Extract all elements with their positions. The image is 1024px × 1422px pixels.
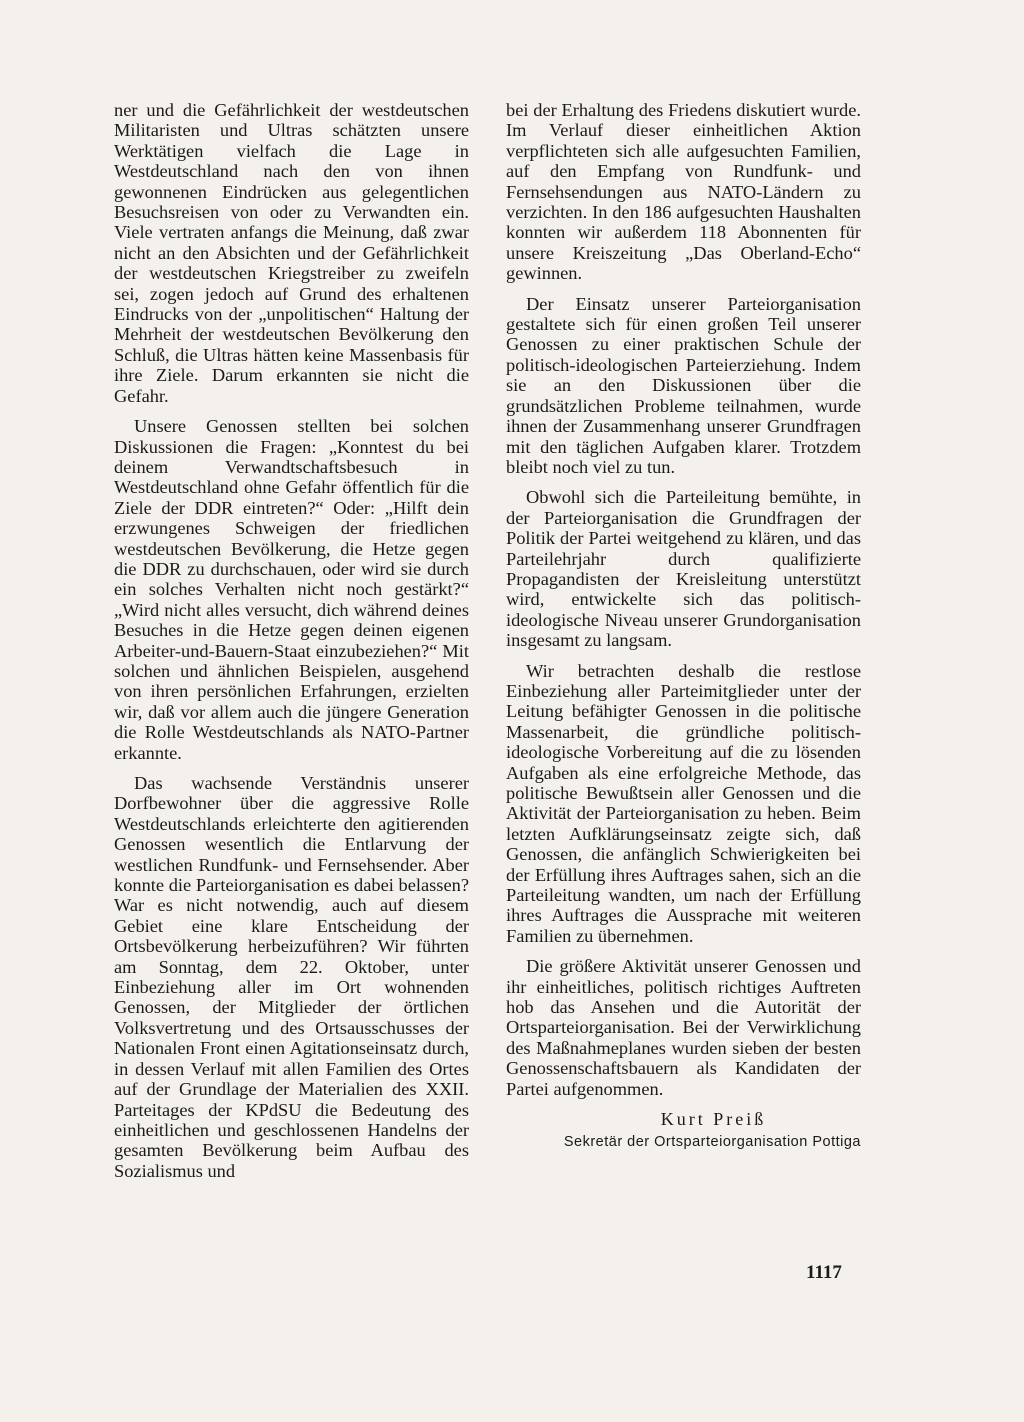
paragraph: Unsere Genossen stellten bei solchen Diskussionen die Fragen: „Konntest du bei deinem Verwandtschaftsbesuch in Westdeutschland ohne Gefahr öffentlich für die Ziele der DDR eintreten?“ Oder: „Hilft dein erzwungenes Schweigen der friedlichen westdeutschen Bevölkerung, die Hetze gegen die DDR zu durchschauen, oder wird sie durch ein solches Verhalten nicht noch gestärkt?“ „Wird nicht alles versucht, dich während deines Besuches in die Hetze gegen deinen eigenen Arbeiter-und-Bauern-Staat einzubeziehen?“ Mit solchen und ähnlichen Beispielen, ausgehend von ihren persönlichen Erfahrungen, erzielten wir, daß vor allem auch die jüngere Generation die Rolle Westdeutschlands als NATO-Partner erkannte.: [114, 416, 469, 763]
left-column: [114, 100, 469, 1191]
paragraph: Das wachsende Verständnis unserer Dorfbewohner über die aggressive Rolle Westdeutschlands erleichterte den agitierenden Genossen wesentlich die Entlarvung der westlichen Rundfunk- und Fernsehsender. Aber konnte die Parteiorganisation es dabei belassen? War es nicht notwendig, auch auf diesem Gebiet eine klare Entscheidung der Ortsbevölkerung herbeizuführen? Wir führten am Sonntag, dem 22. Oktober, unter Einbeziehung aller im Ort wohnenden Genossen, der Mitglieder der örtlichen Volksvertretung und des Ortsausschusses der Nationalen Front einen Agitationseinsatz durch, in dessen Verlauf mit allen Familien des Ortes auf der Grundlage der Materialien des XXII. Parteitages der KPdSU die Bedeutung des einheitlichen und geschlossenen Handelns der gesamten Bevölkerung beim Aufbau des Sozialismus und: [114, 773, 469, 1181]
paragraph: ner und die Gefährlichkeit der westdeutschen Militaristen und Ultras schätzten unsere Werktätigen vielfach die Lage in Westdeutschland nach den von ihnen gewonnenen Eindrücken aus gelegentlichen Besuchsreisen von oder zu Verwandten ein. Viele vertraten anfangs die Meinung, daß zwar nicht an den Absichten und der Gefährlichkeit der westdeutschen Kriegstreiber zu zweifeln sei, zogen jedoch auf Grund des erhaltenen Eindrucks von der „unpolitischen“ Haltung der Mehrheit der westdeutschen Bevölkerung den Schluß, die Ultras hätten keine Massenbasis für ihre Ziele. Darum erkannten sie nicht die Gefahr.: [114, 100, 469, 406]
paragraph: bei der Erhaltung des Friedens diskutiert wurde. Im Verlauf dieser einheitlichen Aktion verpflichteten sich alle aufgesuchten Familien, auf den Empfang von Rundfunk- und Fernsehsendungen aus NATO-Ländern zu verzichten. In den 186 aufgesuchten Haushalten konnten wir außerdem 118 Abonnenten für unsere Kreiszeitung „Das Oberland-Echo“ gewinnen.: [506, 100, 861, 284]
paragraph: Die größere Aktivität unserer Genossen und ihr einheitliches, politisch richtiges Auftreten hob das Ansehen und die Autorität der Ortsparteiorganisation. Bei der Verwirklichung des Maßnahmeplanes wurden sieben der besten Genossenschaftsbauern als Kandidaten der Partei aufgenommen.: [506, 956, 861, 1099]
right-column: [506, 100, 861, 1152]
author-name: Kurt Preiß: [660, 1109, 767, 1130]
paragraph: Der Einsatz unserer Parteiorganisation gestaltete sich für einen großen Teil unserer Genossen zu einer praktischen Schule der politisch-ideologischen Parteierziehung. Indem sie an den Diskussionen über die grundsätzlichen Probleme teilnahmen, wurde ihnen der Zusammenhang unserer Grundfragen mit den täglichen Aufgaben klarer. Trotzdem bleibt noch viel zu tun.: [506, 293, 861, 477]
paragraph: Wir betrachten deshalb die restlose Einbeziehung aller Parteimitglieder unter der Leitung befähigter Genossen in die politische Massenarbeit, die gründliche politisch-ideologische Vorbereitung auf die zu lösenden Aufgaben als eine erfolgreiche Methode, das politische Bewußtsein aller Genossen und die Aktivität der Parteiorganisation zu heben. Beim letzten Aufklärungseinsatz zeigte sich, daß Genossen, die anfänglich Schwierigkeiten bei der Erfüllung ihres Auftrages sahen, sich an die Parteileitung wandten, um nach der Erfüllung ihres Auftrages die Aussprache mit weiteren Familien zu übernehmen.: [506, 660, 861, 946]
signature-block: [506, 1109, 861, 1152]
paragraph: Obwohl sich die Parteileitung bemühte, in der Parteiorganisation die Grundfragen der Politik der Partei weitgehend zu klären, und das Parteilehrjahr durch qualifizierte Propagandisten der Kreisleitung unterstützt wird, entwickelte sich das politisch-ideologische Niveau unserer Grundorganisation insgesamt zu langsam.: [506, 487, 861, 651]
author-role: Sekretär der Ortsparteiorganisation Pottiga: [563, 1133, 861, 1150]
page-number: 1117: [806, 1262, 842, 1283]
